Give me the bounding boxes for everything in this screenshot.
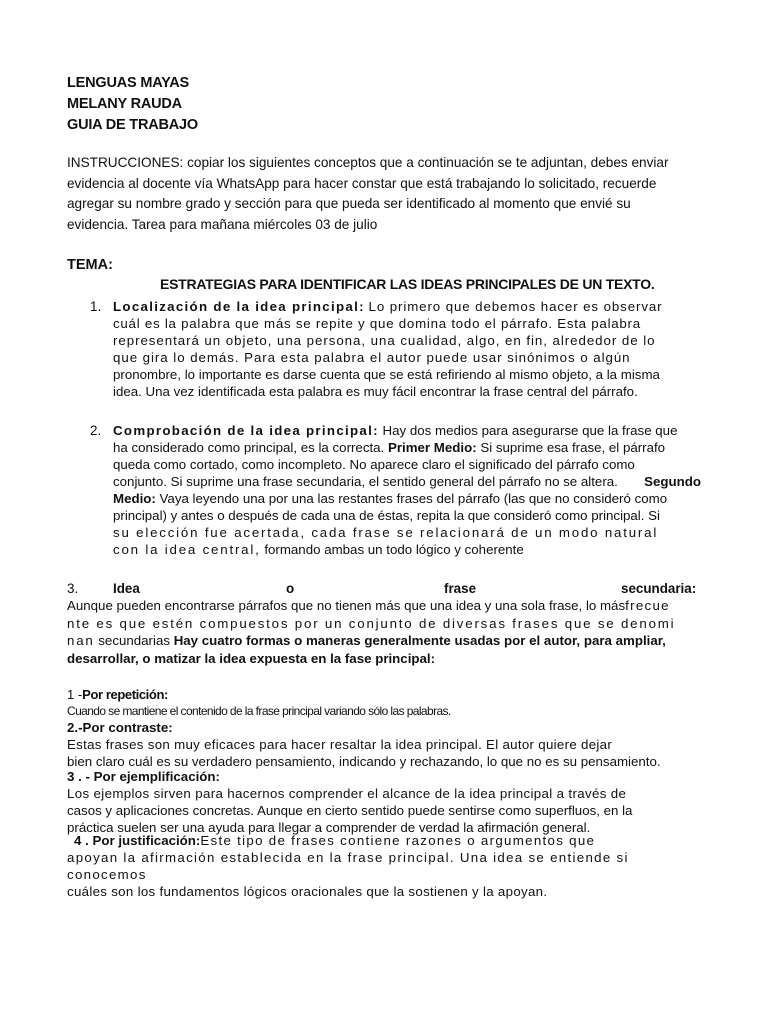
item-text: nan [67,633,95,648]
subitem-heading: 2.-Por contraste: [67,720,173,735]
tema-label: TEMA: [67,257,113,273]
subitem-justificacion [67,832,707,900]
heading-word: Idea [113,581,140,596]
item-secundaria-body [67,597,703,667]
page-title: ESTRATEGIAS PARA IDENTIFICAR LAS IDEAS PRINCIPALES DE UN TEXTO. [160,276,655,292]
header-guide: GUIA DE TRABAJO [67,117,198,133]
subitem-text: cuáles son los fundamentos lógicos oracionales que la sostienen y la apoyan. [67,884,548,899]
subitem-text: Estas frases son muy eficaces para hacer resaltar la idea principal. El autor quiere dejar [67,737,613,752]
header-course: LENGUAS MAYAS [67,75,190,91]
segundo-medio-label: Segundo [644,474,701,489]
item-text: cuál es la palabra que más se repite y que domina todo el párrafo. Esta palabra [113,316,641,331]
item-text: Lo primero que debemos hacer es observar [368,299,663,314]
item-text: Hay dos medios para asegurarse que la frase que [378,423,678,438]
item-text: Si suprime esa frase, el párrafo [476,440,666,455]
instructions [67,153,707,235]
item-text: formando ambas un todo lógico y coherente [260,542,524,557]
subitem-text: Cuando se mantiene el contenido de la frase principal variando sólo las palabras. [67,704,451,718]
item-number: 3. [67,581,79,596]
heading-word: frase [444,581,477,596]
item-text: queda como cortado, como incompleto. No aparece claro el significado del párrafo como [113,457,635,472]
item-text: secundarias [94,633,174,648]
item-text-bold: desarrollar, o matizar la idea expuesta en la fase principal: [67,650,436,666]
item-text: Vaya leyendo una por una las restantes frases del párrafo (las que no consideró como [155,491,668,506]
segundo-medio-label-cont: Medio: [113,491,156,506]
item-text: principal) y antes o después de cada una de éstas, repita la que consideró como principal. Si [113,508,660,523]
heading-word: secundaria: [621,581,697,596]
item-text: pronombre, lo importante es darse cuenta que se está refiriendo al mismo objeto, a la misma [113,367,660,382]
item-number: 1. [90,299,102,314]
instructions-line: agregar su nombre grado y sección para que pueda ser identificado al momento que envié su [67,196,631,211]
subitem-text: Este tipo de frases contiene razones o argumentos que [200,833,596,848]
subitem-text: casos y aplicaciones concretas. Aunque en cierto sentido puede sentirse como superfluos, en la [67,803,633,818]
item-text: nte es que estén compuestos por un conjunto de diversas frases que se denomi [67,615,676,631]
subitem-contraste [67,719,707,770]
primer-medio-label: Primer Medio: [387,440,477,455]
item-heading: Localización de la idea principal: [113,299,365,314]
heading-word: o [286,581,295,596]
item-text: idea. Una vez identificada esta palabra es muy fácil encontrar la frase central del párrafo. [113,384,638,399]
item-text: su elección fue acertada, cada frase se relacionará de un modo natural [113,525,659,540]
subitem-ejemplificacion [67,768,707,836]
item-heading: Comprobación de la idea principal: [113,423,379,438]
item-text: frecue [625,598,670,613]
subitem-number: 1 - [67,687,83,702]
item-text: representará un objeto, una persona, una cualidad, algo, en fin, alrededor de lo [113,333,656,348]
item-text: ha considerado como principal, es la correcta. [113,440,385,455]
item-text: que gira lo demás. Para esta palabra el autor puede usar sinónimos o algún [113,350,631,365]
subitem-heading: 4 . Por justificación: [74,833,201,848]
subitem-text: práctica suelen ser una ayuda para llegar a comprender de verdad la afirmación general. [67,820,591,835]
subitem-repeticion [67,686,707,720]
item-text: Aunque pueden encontrarse párrafos que no tienen más que una idea y una sola frase, lo más [67,598,626,613]
subitem-text: Los ejemplos sirven para hacernos comprender el alcance de la idea principal a través de [67,786,627,801]
item-comprobacion [113,422,701,558]
instructions-line: evidencia al docente vía WhatsApp para hacer constar que está trabajando lo solicitado, recuerde [67,175,657,191]
item-text: con la idea central, [113,542,261,557]
header-student: MELANY RAUDA [67,96,182,112]
subitem-heading: Por repetición: [82,687,168,702]
instructions-line: INSTRUCCIONES: copiar los siguientes conceptos que a continuación se te adjuntan, debes enviar [67,155,669,170]
item-text-bold: Hay cuatro formas o maneras generalmente usadas por el autor, para ampliar, [173,633,666,648]
subitem-text: bien claro cuál es su verdadero pensamiento, indicando y rechazando, lo que no es su pensamiento. [67,754,661,769]
subitem-heading: 3 . - Por ejemplificación: [67,769,220,784]
item-number: 2. [90,423,102,438]
subitem-text: apoyan la afirmación establecida en la frase principal. Una idea se entiende si conocemos [67,850,629,882]
item-localizacion [113,298,701,400]
item-text: conjunto. Si suprime una frase secundaria, el sentido general del párrafo no se altera. [113,474,618,489]
instructions-line: evidencia. Tarea para mañana miércoles 03 de julio [67,216,378,232]
